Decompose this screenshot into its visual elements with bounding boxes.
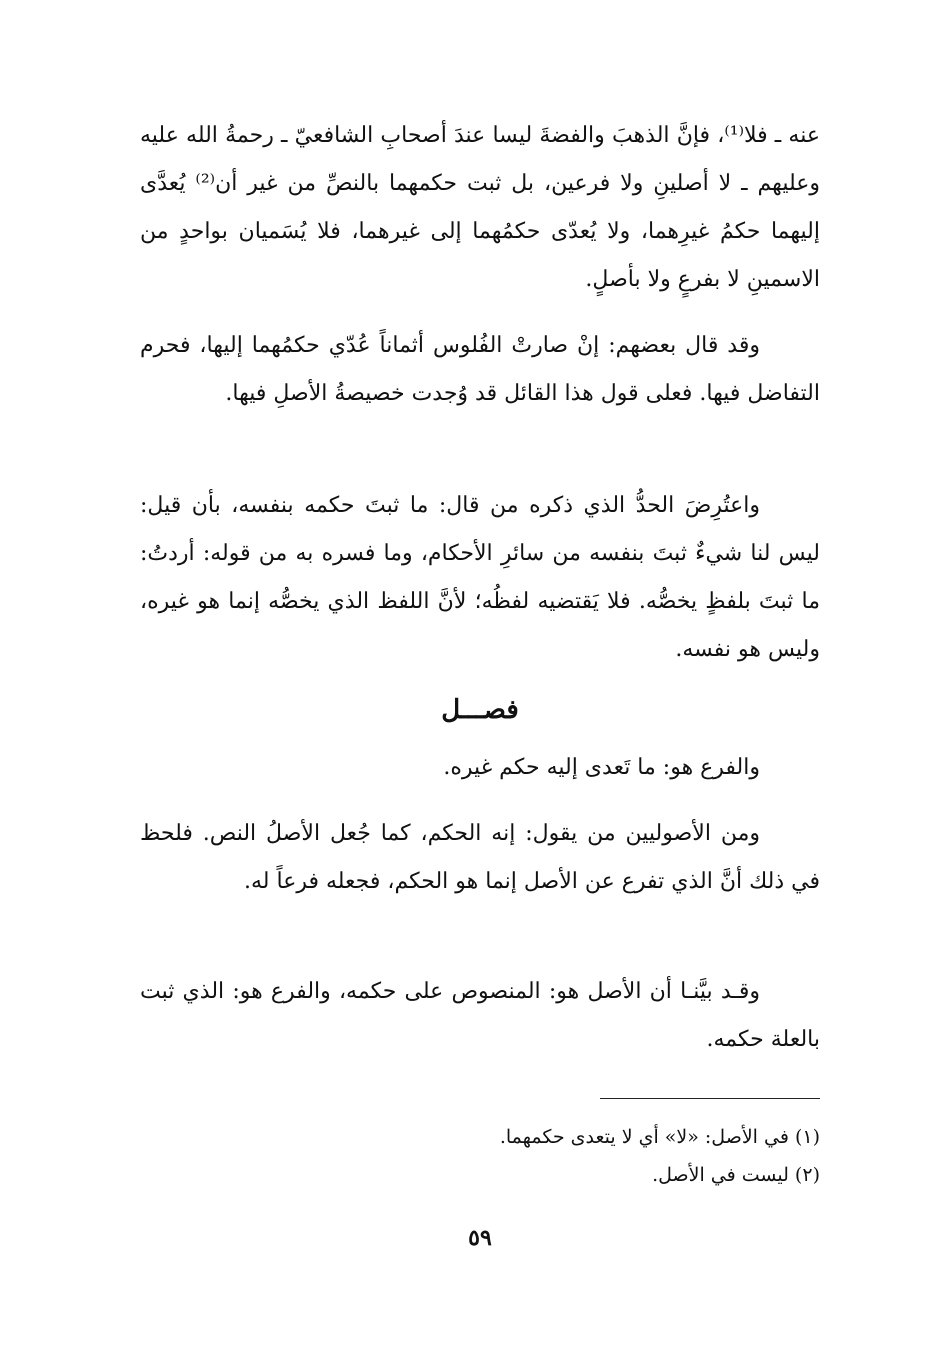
paragraph-1: عنه ـ فلا⁽¹⁾، فإنَّ الذهبَ والفضةَ ليسا عندَ أصحابِ الشافعيّ ـ رحمةُ الله عليه وعليهم ـ لا أصلينِ ولا فرعين، بل ثبت حكمهما بالنصِّ من غير أن⁽²⁾ يُعدَّى إليهما حكمُ غيرِهما، ولا يُعدّى حكمُهما إلى غيرهما، فلا يُسَميان بواحدٍ من الاسمينِ لا بفرعٍ ولا بأصلٍ. <box>140 123 820 292</box>
footnote-2: (٢) ليست في الأصل. <box>652 1164 820 1186</box>
footnote-divider <box>600 1098 820 1099</box>
footnote-1: (١) في الأصل: «لا» أي لا يتعدى حكمهما. <box>499 1126 820 1148</box>
section-paragraph-1: والفرع هو: ما تَعدى إليه حكم غيره. <box>443 755 760 780</box>
paragraph-2: وقد قال بعضهم: إنْ صارتْ الفُلوس أثماناً عُدّي حكمُهما إليها، فحرم التفاضل فيها. فعلى قول هذا القائل قد وُجدت خصيصةُ الأصلِ فيها. <box>140 333 820 406</box>
footnotes <box>140 1118 820 1194</box>
paragraph-3: واعتُرِضَ الحدُّ الذي ذكره من قال: ما ثبتَ حكمه بنفسه، بأن قيل: ليس لنا شيءٌ ثبتَ بنفسه من سائرِ الأحكام، وما فسره به من قوله: أردتُ: ما ثبتَ بلفظٍ يخصُّه. فلا يَقتضيه لفظُه؛ لأنَّ اللفظ الذي يخصُّه إنما هو غيره، وليس هو نفسه. <box>140 493 820 662</box>
section-heading: فصـــل <box>441 695 519 725</box>
page-number: ٥٩ <box>468 1225 492 1251</box>
section-paragraph-2: ومن الأصوليين من يقول: إنه الحكم، كما جُعل الأصلُ النص. فلحظ في ذلك أنَّ الذي تفرع عن الأصل إنما هو الحكم، فجعله فرعاً له. <box>140 821 820 894</box>
section-paragraph-3: وقـد بيَّنـا أن الأصل هو: المنصوص على حكمه، والفرع هو: الذي ثبت بالعلة حكمه. <box>140 979 820 1052</box>
